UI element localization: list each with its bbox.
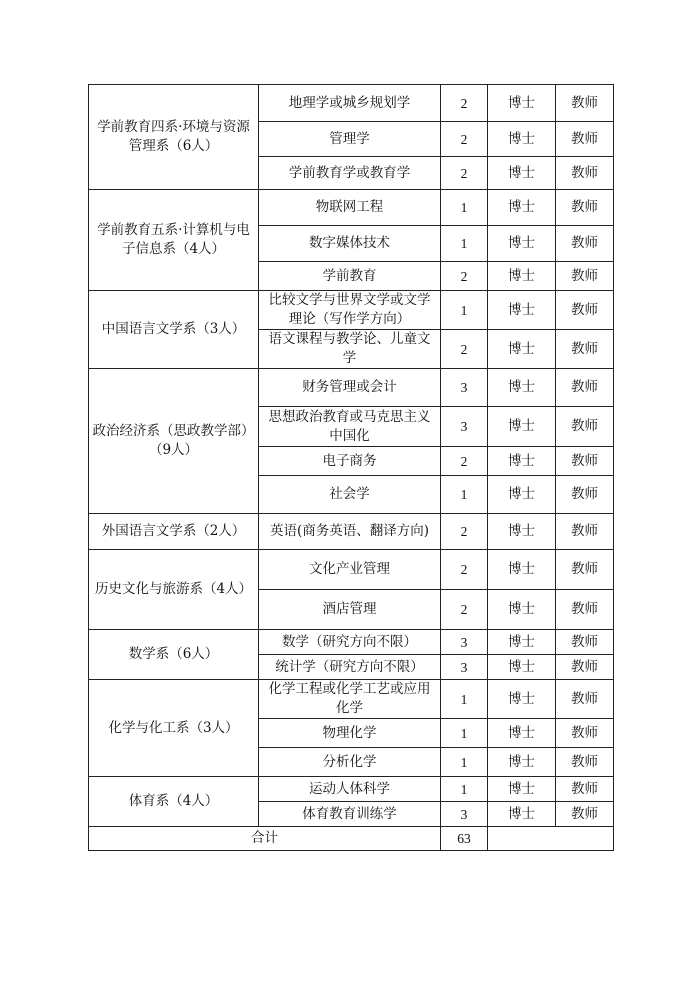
degree-cell: 博士 xyxy=(488,590,556,630)
subject-cell: 电子商务 xyxy=(259,447,441,476)
degree-cell: 博士 xyxy=(488,630,556,655)
count-cell: 3 xyxy=(441,802,488,827)
position-cell: 教师 xyxy=(556,802,614,827)
subject-cell: 统计学（研究方向不限） xyxy=(259,655,441,680)
subject-cell: 地理学或城乡规划学 xyxy=(259,85,441,122)
table-row xyxy=(89,369,614,407)
subject-cell: 体育教育训练学 xyxy=(259,802,441,827)
table-row xyxy=(89,680,614,719)
degree-cell: 博士 xyxy=(488,655,556,680)
table-body xyxy=(89,85,614,827)
position-cell: 教师 xyxy=(556,447,614,476)
count-cell: 3 xyxy=(441,630,488,655)
count-cell: 3 xyxy=(441,407,488,447)
count-cell: 2 xyxy=(441,85,488,122)
subject-cell: 社会学 xyxy=(259,476,441,514)
table-row xyxy=(89,85,614,122)
position-cell: 教师 xyxy=(556,330,614,369)
position-cell: 教师 xyxy=(556,407,614,447)
degree-cell: 博士 xyxy=(488,157,556,190)
degree-cell: 博士 xyxy=(488,680,556,719)
subject-cell: 语文课程与教学论、儿童文学 xyxy=(259,330,441,369)
position-cell: 教师 xyxy=(556,514,614,550)
position-cell: 教师 xyxy=(556,719,614,748)
position-cell: 教师 xyxy=(556,226,614,262)
degree-cell: 博士 xyxy=(488,550,556,590)
degree-cell: 博士 xyxy=(488,447,556,476)
subject-cell: 管理学 xyxy=(259,122,441,157)
count-cell: 2 xyxy=(441,262,488,291)
position-cell: 教师 xyxy=(556,590,614,630)
subject-cell: 数字媒体技术 xyxy=(259,226,441,262)
position-cell: 教师 xyxy=(556,122,614,157)
position-cell: 教师 xyxy=(556,680,614,719)
department-cell: 体育系（4人） xyxy=(89,777,259,827)
table-row xyxy=(89,550,614,590)
subject-cell: 文化产业管理 xyxy=(259,550,441,590)
subject-cell: 英语(商务英语、翻译方向) xyxy=(259,514,441,550)
table-row xyxy=(89,630,614,655)
degree-cell: 博士 xyxy=(488,802,556,827)
table-row xyxy=(89,190,614,226)
table-row xyxy=(89,777,614,802)
position-cell: 教师 xyxy=(556,157,614,190)
position-cell: 教师 xyxy=(556,777,614,802)
count-cell: 2 xyxy=(441,122,488,157)
subject-cell: 物联网工程 xyxy=(259,190,441,226)
count-cell: 3 xyxy=(441,655,488,680)
degree-cell: 博士 xyxy=(488,407,556,447)
degree-cell: 博士 xyxy=(488,85,556,122)
department-cell: 政治经济系（思政教学部）（9人） xyxy=(89,369,259,514)
subject-cell: 酒店管理 xyxy=(259,590,441,630)
department-cell: 学前教育四系·环境与资源管理系（6人） xyxy=(89,85,259,190)
total-empty-cell xyxy=(488,827,614,851)
position-cell: 教师 xyxy=(556,85,614,122)
count-cell: 1 xyxy=(441,777,488,802)
degree-cell: 博士 xyxy=(488,262,556,291)
position-cell: 教师 xyxy=(556,190,614,226)
department-cell: 外国语言文学系（2人） xyxy=(89,514,259,550)
count-cell: 2 xyxy=(441,590,488,630)
subject-cell: 比较文学与世界文学或文学理论（写作学方向） xyxy=(259,291,441,330)
count-cell: 2 xyxy=(441,514,488,550)
count-cell: 1 xyxy=(441,680,488,719)
degree-cell: 博士 xyxy=(488,190,556,226)
total-count: 63 xyxy=(441,827,488,851)
subject-cell: 化学工程或化学工艺或应用化学 xyxy=(259,680,441,719)
subject-cell: 运动人体科学 xyxy=(259,777,441,802)
position-cell: 教师 xyxy=(556,550,614,590)
position-cell: 教师 xyxy=(556,291,614,330)
table-row xyxy=(89,291,614,330)
position-cell: 教师 xyxy=(556,630,614,655)
degree-cell: 博士 xyxy=(488,476,556,514)
subject-cell: 财务管理或会计 xyxy=(259,369,441,407)
degree-cell: 博士 xyxy=(488,369,556,407)
count-cell: 1 xyxy=(441,190,488,226)
subject-cell: 学前教育学或教育学 xyxy=(259,157,441,190)
subject-cell: 分析化学 xyxy=(259,748,441,777)
subject-cell: 物理化学 xyxy=(259,719,441,748)
count-cell: 2 xyxy=(441,330,488,369)
count-cell: 2 xyxy=(441,157,488,190)
count-cell: 1 xyxy=(441,476,488,514)
degree-cell: 博士 xyxy=(488,514,556,550)
count-cell: 1 xyxy=(441,719,488,748)
degree-cell: 博士 xyxy=(488,122,556,157)
position-cell: 教师 xyxy=(556,748,614,777)
degree-cell: 博士 xyxy=(488,777,556,802)
count-cell: 1 xyxy=(441,748,488,777)
position-cell: 教师 xyxy=(556,262,614,291)
total-label: 合计 xyxy=(89,827,441,851)
degree-cell: 博士 xyxy=(488,748,556,777)
subject-cell: 数学（研究方向不限） xyxy=(259,630,441,655)
position-cell: 教师 xyxy=(556,476,614,514)
department-cell: 中国语言文学系（3人） xyxy=(89,291,259,369)
department-cell: 化学与化工系（3人） xyxy=(89,680,259,777)
department-cell: 历史文化与旅游系（4人） xyxy=(89,550,259,630)
subject-cell: 思想政治教育或马克思主义中国化 xyxy=(259,407,441,447)
count-cell: 3 xyxy=(441,369,488,407)
degree-cell: 博士 xyxy=(488,226,556,262)
subject-cell: 学前教育 xyxy=(259,262,441,291)
count-cell: 1 xyxy=(441,226,488,262)
department-cell: 学前教育五系·计算机与电子信息系（4人） xyxy=(89,190,259,291)
department-cell: 数学系（6人） xyxy=(89,630,259,680)
degree-cell: 博士 xyxy=(488,291,556,330)
position-cell: 教师 xyxy=(556,655,614,680)
count-cell: 2 xyxy=(441,550,488,590)
degree-cell: 博士 xyxy=(488,330,556,369)
count-cell: 2 xyxy=(441,447,488,476)
total-row xyxy=(89,827,614,851)
position-cell: 教师 xyxy=(556,369,614,407)
table-row xyxy=(89,514,614,550)
recruitment-table xyxy=(88,84,614,851)
count-cell: 1 xyxy=(441,291,488,330)
degree-cell: 博士 xyxy=(488,719,556,748)
